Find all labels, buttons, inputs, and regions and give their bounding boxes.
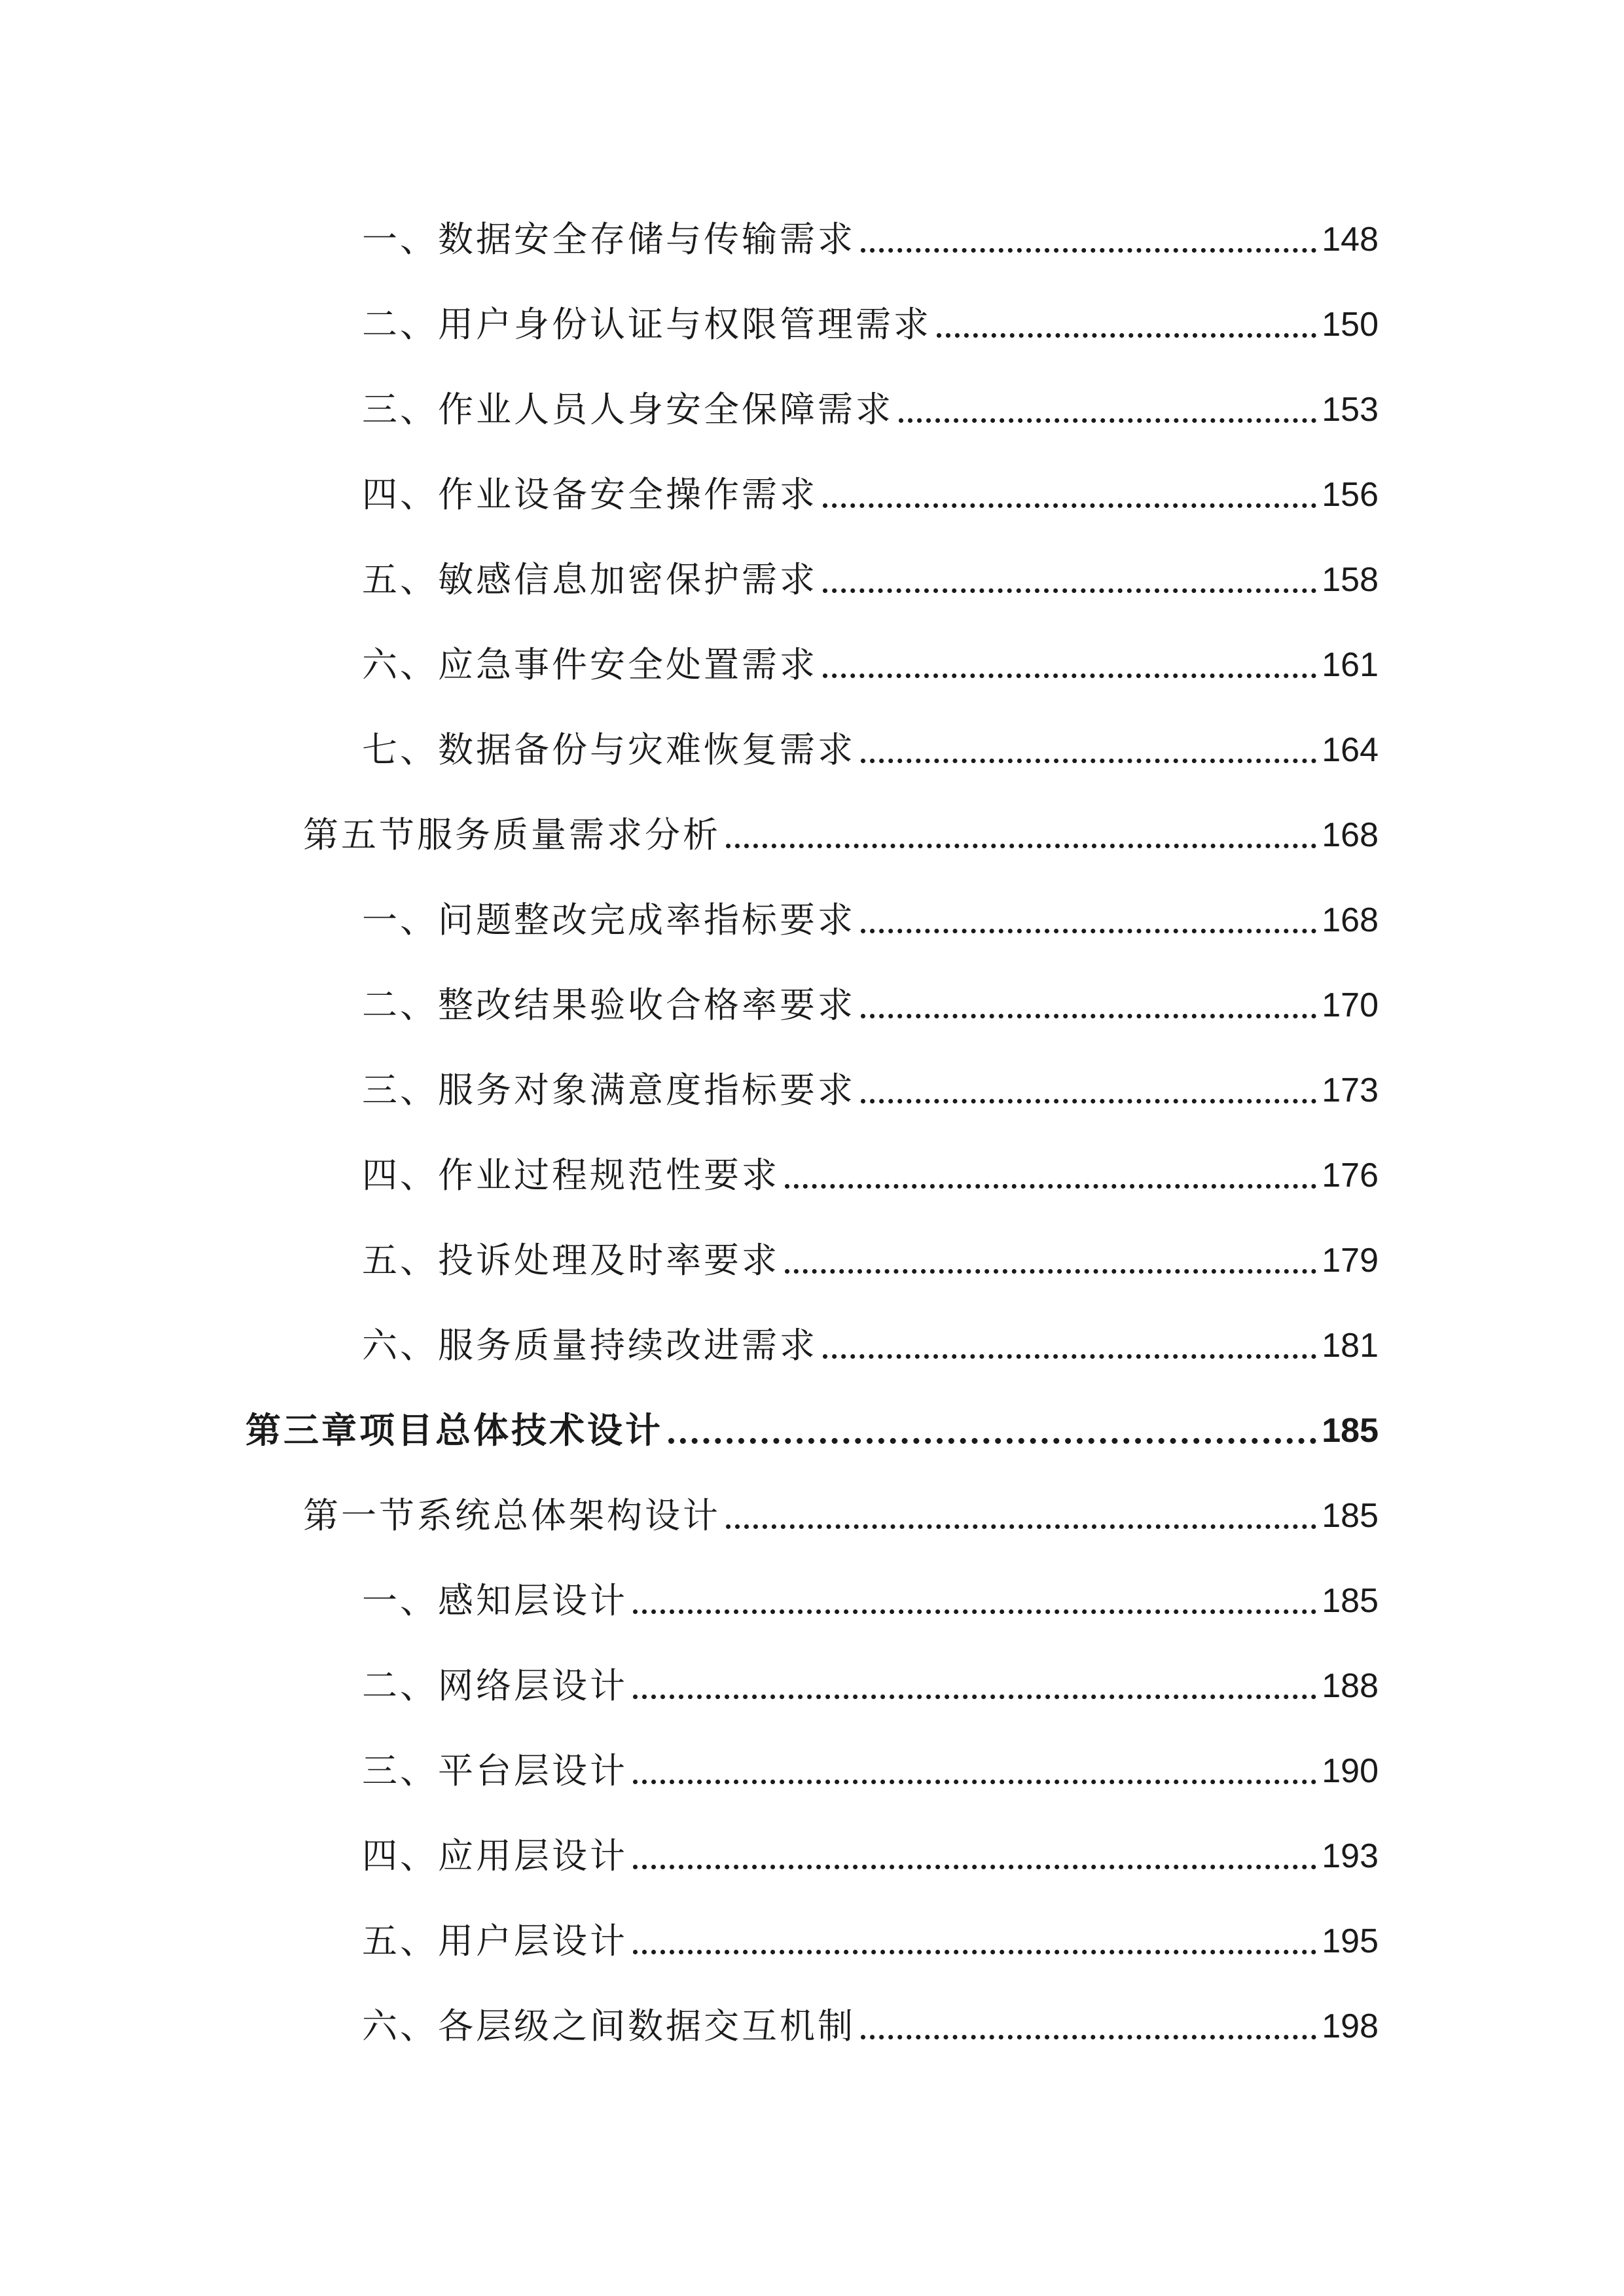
toc-entry-title: 二、整改结果验收合格率要求: [362, 984, 856, 1026]
toc-leader-dots: [726, 1524, 1316, 1529]
toc-leader-dots: [633, 1950, 1316, 1954]
toc-leader-dots: [726, 844, 1316, 848]
toc-entry[interactable]: [362, 1149, 1379, 1202]
toc-entry-title: 二、网络层设计: [362, 1665, 628, 1706]
toc-entry[interactable]: [362, 979, 1379, 1031]
toc-entry[interactable]: [362, 469, 1379, 521]
toc-entry[interactable]: [362, 298, 1379, 351]
toc-entry-page: 158: [1322, 561, 1379, 599]
toc-entry-page: 190: [1322, 1752, 1379, 1790]
toc-entry-title: 六、各层级之间数据交互机制: [362, 2005, 856, 2047]
toc-entry-page: 168: [1322, 901, 1379, 939]
toc-entry-page: 170: [1322, 986, 1379, 1024]
toc-leader-dots: [823, 503, 1316, 508]
toc-leader-dots: [861, 1014, 1316, 1018]
toc-entry[interactable]: [362, 554, 1379, 606]
toc-entry-title: 六、应急事件安全处置需求: [362, 644, 818, 685]
toc-leader-dots: [823, 1354, 1316, 1359]
toc-entry-title: 六、服务质量持续改进需求: [362, 1325, 818, 1366]
toc-entry-title: 第一节系统总体架构设计: [303, 1495, 721, 1536]
toc-leader-dots: [937, 333, 1316, 338]
toc-chapter-entry[interactable]: [245, 1405, 1379, 1457]
toc-entry-page: 195: [1322, 1922, 1379, 1960]
toc-entry-title: 一、问题整改完成率指标要求: [362, 899, 856, 941]
toc-entry[interactable]: [362, 384, 1379, 436]
toc-entry-page: 153: [1322, 391, 1379, 429]
toc-entry-page: 150: [1322, 306, 1379, 344]
toc-entry[interactable]: [362, 724, 1379, 776]
toc-entry-page: 168: [1322, 816, 1379, 854]
toc-entry-title: 一、数据安全存储与传输需求: [362, 219, 856, 260]
toc-entry-page: 185: [1322, 1412, 1379, 1450]
toc-entry-title: 七、数据备份与灾难恢复需求: [362, 729, 856, 770]
toc-leader-dots: [633, 1780, 1316, 1784]
toc-entry-title: 四、应用层设计: [362, 1835, 628, 1876]
toc-entry-page: 193: [1322, 1837, 1379, 1875]
toc-entry-title: 五、用户层设计: [362, 1920, 628, 1962]
toc-entry-page: 198: [1322, 2007, 1379, 2045]
toc-entry[interactable]: [362, 1915, 1379, 1967]
toc-leader-dots: [861, 1099, 1316, 1103]
toc-leader-dots: [861, 929, 1316, 933]
toc-leader-dots: [633, 1865, 1316, 1869]
toc-entry[interactable]: [362, 1234, 1379, 1287]
toc-entry-page: 173: [1322, 1071, 1379, 1109]
toc-section-entry[interactable]: [303, 1490, 1379, 1542]
toc-entry-title: 一、感知层设计: [362, 1580, 628, 1621]
toc-entry-page: 176: [1322, 1157, 1379, 1194]
toc-entry-title: 四、作业设备安全操作需求: [362, 474, 818, 515]
toc-leader-dots: [668, 1438, 1316, 1444]
toc-entry-page: 148: [1322, 221, 1379, 259]
toc-entry-title: 三、平台层设计: [362, 1750, 628, 1791]
toc-entry[interactable]: [362, 2000, 1379, 2053]
toc-leader-dots: [861, 759, 1316, 763]
toc-entry-page: 188: [1322, 1667, 1379, 1705]
toc-entry[interactable]: [362, 1830, 1379, 1882]
toc-entry[interactable]: [362, 1745, 1379, 1797]
toc-entry-title: 三、作业人员人身安全保障需求: [362, 389, 893, 430]
toc-entry-page: 181: [1322, 1327, 1379, 1365]
toc-entry-page: 185: [1322, 1497, 1379, 1535]
toc-entry[interactable]: [362, 1575, 1379, 1627]
toc-entry[interactable]: [362, 1064, 1379, 1117]
toc-entry-title: 五、敏感信息加密保护需求: [362, 559, 818, 600]
toc-entry[interactable]: [362, 1660, 1379, 1712]
toc-entry-title: 四、作业过程规范性要求: [362, 1155, 780, 1196]
toc-entry-title: 第三章项目总体技术设计: [245, 1410, 663, 1451]
toc-leader-dots: [899, 418, 1316, 423]
toc-entry-title: 二、用户身份认证与权限管理需求: [362, 304, 931, 345]
toc-entry-page: 185: [1322, 1582, 1379, 1620]
toc-entry[interactable]: [362, 1319, 1379, 1372]
toc-entry-page: 161: [1322, 646, 1379, 684]
toc-leader-dots: [633, 1695, 1316, 1699]
toc-entry-title: 五、投诉处理及时率要求: [362, 1240, 780, 1281]
toc-entry[interactable]: [362, 639, 1379, 691]
toc-entry-page: 156: [1322, 476, 1379, 514]
toc-entry[interactable]: [362, 213, 1379, 266]
toc-section-entry[interactable]: [303, 809, 1379, 861]
toc-leader-dots: [633, 1609, 1316, 1614]
toc-leader-dots: [823, 588, 1316, 593]
toc-entry-title: 第五节服务质量需求分析: [303, 814, 721, 855]
toc-leader-dots: [823, 673, 1316, 678]
toc-leader-dots: [861, 2035, 1316, 2039]
toc-leader-dots: [785, 1184, 1316, 1189]
toc-leader-dots: [861, 248, 1316, 253]
toc-leader-dots: [785, 1269, 1316, 1274]
toc-entry-title: 三、服务对象满意度指标要求: [362, 1069, 856, 1111]
toc-entry-page: 179: [1322, 1242, 1379, 1280]
toc-entry[interactable]: [362, 894, 1379, 946]
toc-entry-page: 164: [1322, 731, 1379, 769]
